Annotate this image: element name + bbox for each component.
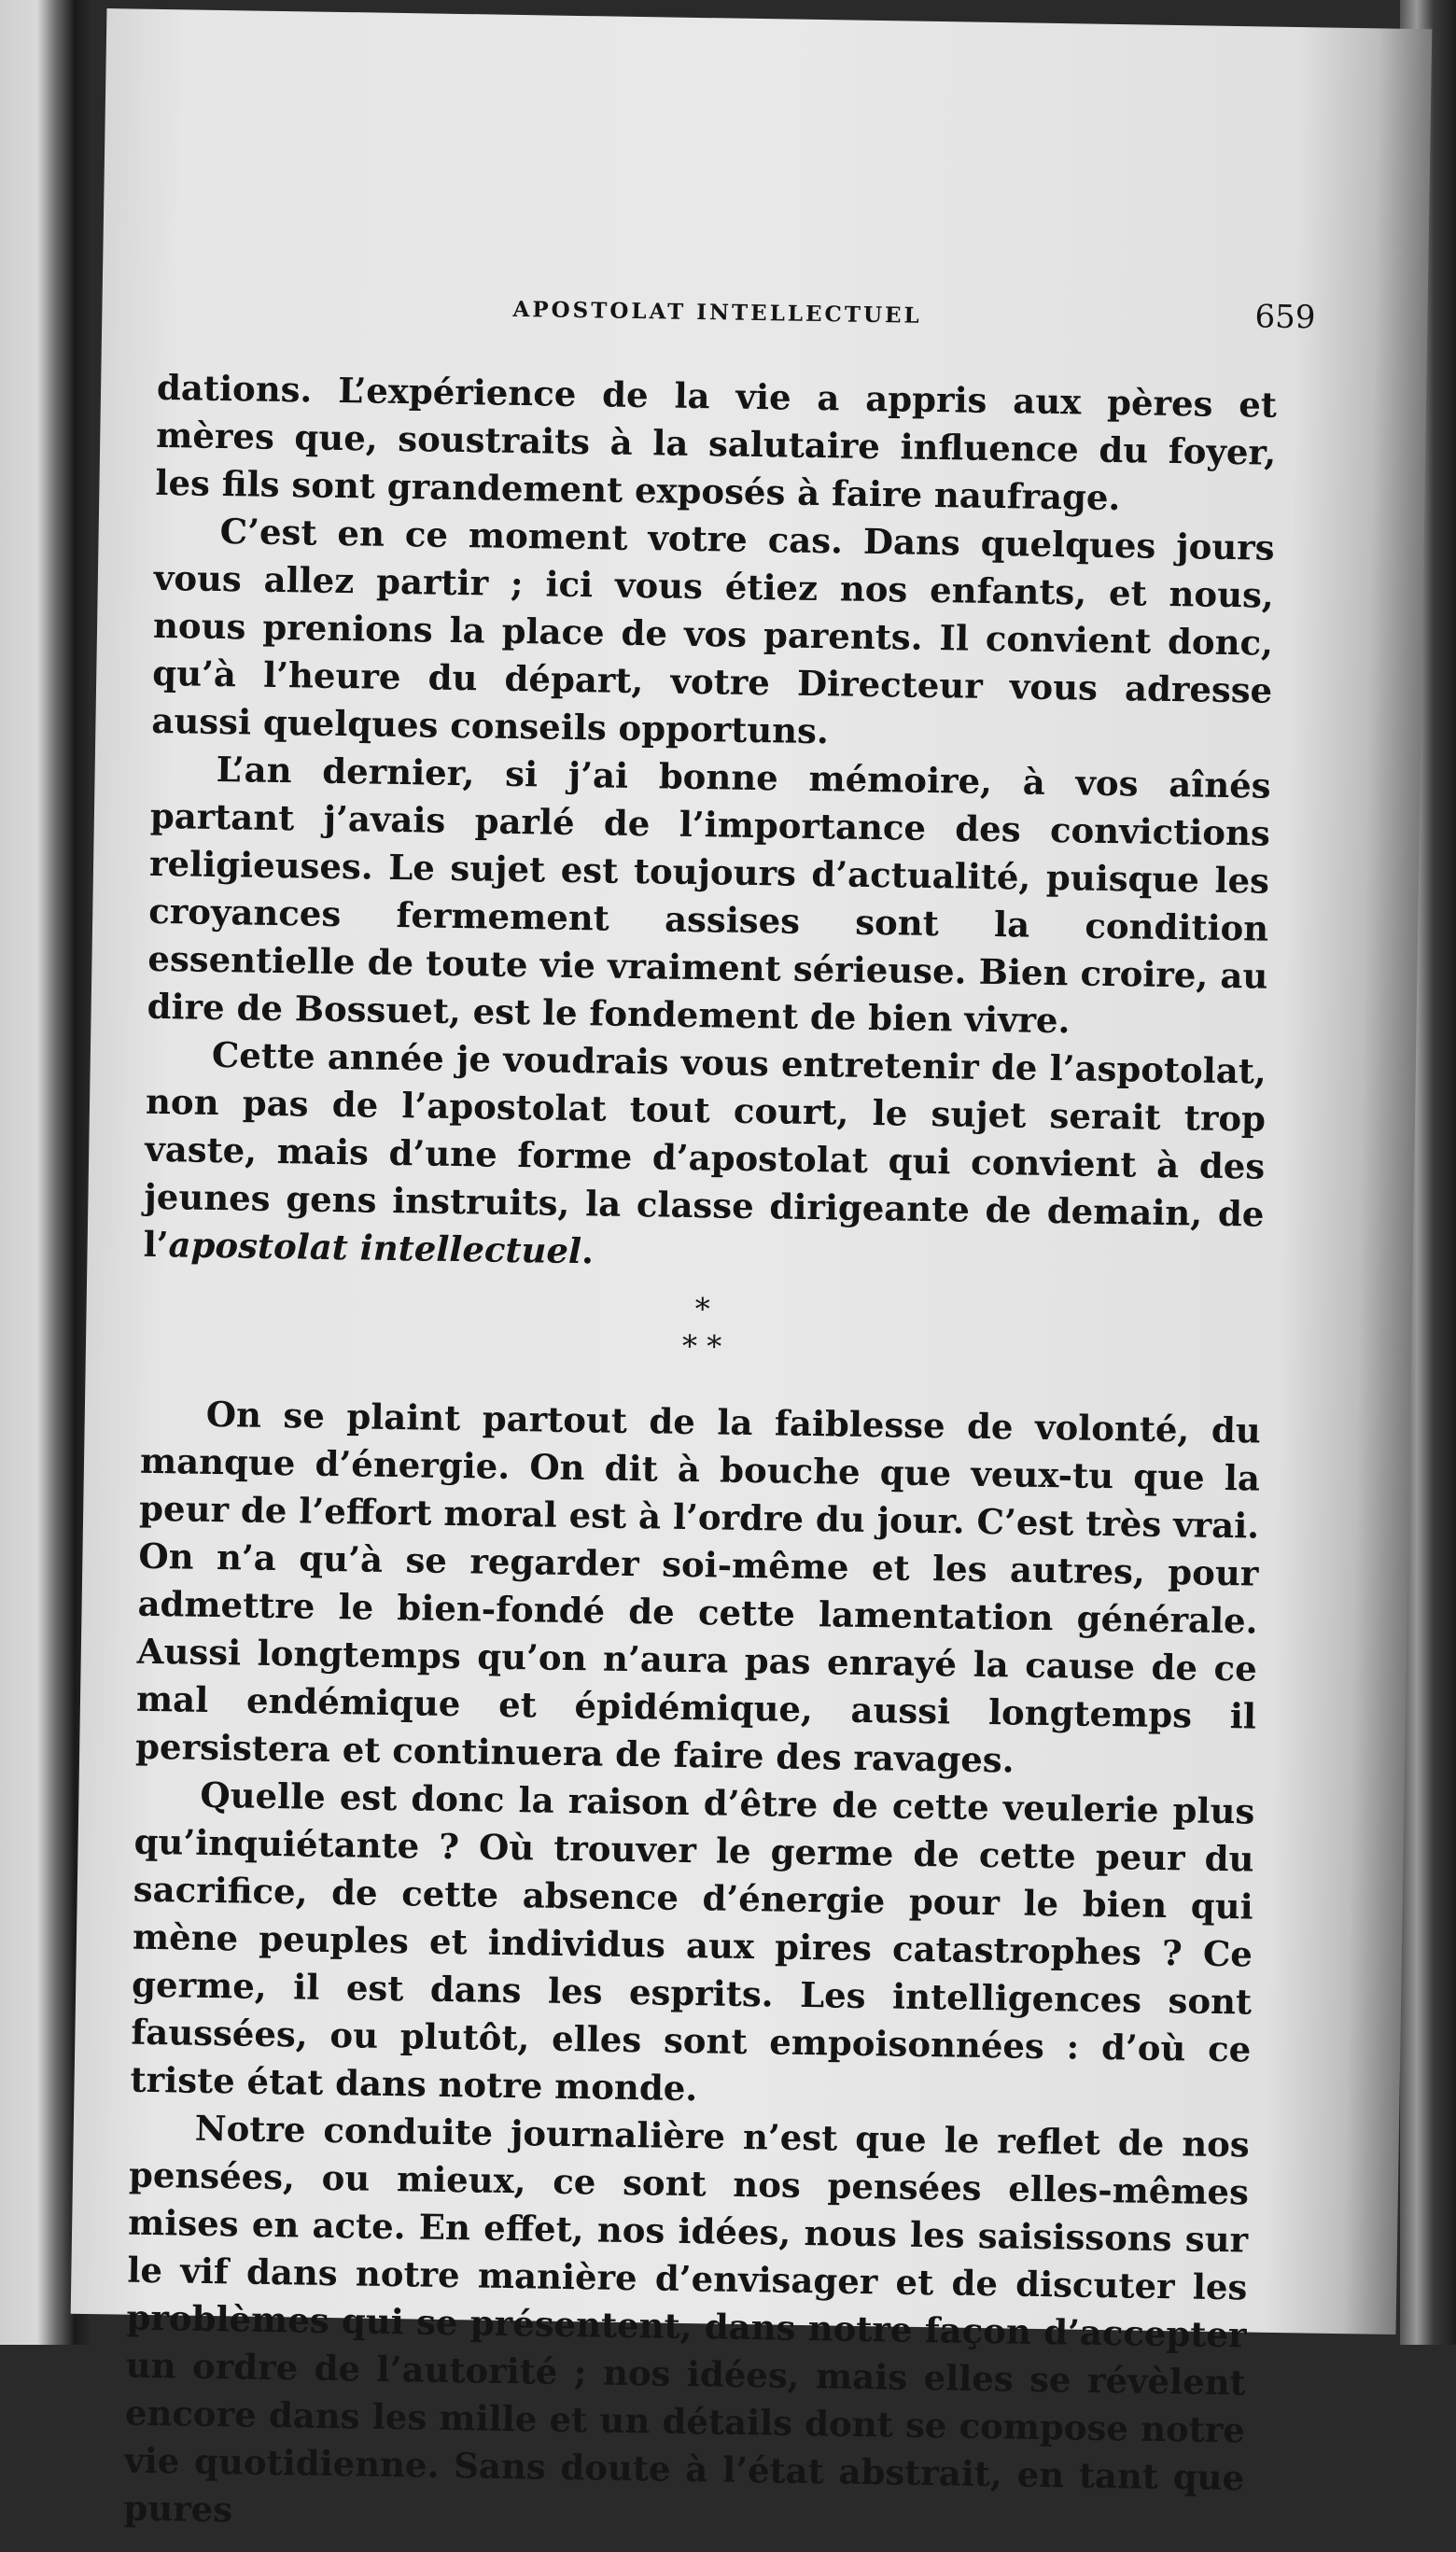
separator-bottom: * *	[681, 1327, 722, 1365]
italic-phrase: apostolat intellectuel	[168, 1224, 582, 1272]
paragraph: C’est en ce moment votre cas. Dans quelques jours vous allez partir ; ici vous étiez nos enfants, et nous, nous prenions la place de vos parents. Il convient donc, qu’à l’heure du départ, votre Directeur vous adresse aussi quelques conseils opportuns.	[151, 510, 1275, 752]
section-separator	[142, 1282, 1263, 1374]
paragraph	[143, 1031, 1267, 1286]
body-text	[123, 364, 1277, 2550]
paragraph: dations. L’expérience de la vie a appris aux pères et mères que, soustraits à la salutaire influence du foyer, les fils sont grandement exposés à faire naufrage.	[155, 366, 1278, 519]
paragraph: L’an dernier, si j’ai bonne mémoire, à vos aînés partant j’avais parlé de l’importance des convictions religieuses. Le sujet est toujours d’actualité, puisque les croyances fermement assises sont la condition essentielle de toute vie vraiment sérieuse. Bien croire, au dire de Bossuet, est le fondement de bien vivre.	[147, 748, 1271, 1042]
page-header	[158, 280, 1316, 354]
page-content	[123, 289, 1316, 2531]
paragraph-end: .	[581, 1230, 595, 1272]
paragraph-text: Cette année je voudrais vous entretenir de l’aspotolat, non pas de l’apostolat tout court, le sujet serait trop vaste, mais d’une forme d’apostolat qui convient à des jeunes gens instruits, la classe dirigeante de demain, de l’	[143, 1033, 1267, 1266]
paragraph: Quelle est donc la raison d’être de cette veulerie plus qu’inquiétante ? Où trouver le germe de cette peur du sacrifice, de cette absence d’énergie pour le bien qui mène peuples et individus aux pires catastrophes ? Ce germe, il est dans les esprits. Les intelligences sont faussées, ou plutôt, elles sont empoisonnées : d’où ce triste état dans notre monde.	[130, 1774, 1255, 2110]
separator-top: *	[694, 1291, 710, 1327]
paragraph: Notre conduite journalière n’est que le reflet de nos pensées, ou mieux, ce sont nos pensées elles-mêmes mises en acte. En effet, nos idées, nous les saisissons sur le vif dans notre manière d’envisager et de discuter les problèmes qui se présentent, dans notre façon d’accepter un ordre de l’autorité ; nos idées, mais elles se révèlent encore dans les mille et un détails dont se compose notre vie quotidienne. Sans doute à l’état abstrait, en tant que pures	[123, 2107, 1251, 2531]
book-page	[71, 8, 1433, 2531]
running-head: APOSTOLAT INTELLECTUEL	[512, 296, 922, 329]
paragraph: On se plaint partout de la faiblesse de volonté, du manque d’énergie. On dit à bouche que veux-tu que la peur de l’effort moral est à l’ordre du jour. C’est très vrai. On n’a qu’à se regarder soi-même et les autres, pour admettre le bien-fondé de cette lamentation générale. Aussi longtemps qu’on n’aura pas enrayé la cause de ce mal endémique et épidémique, aussi longtemps il persistera et continuera de faire des ravages.	[134, 1393, 1262, 1781]
page-number: 659	[1254, 298, 1316, 337]
